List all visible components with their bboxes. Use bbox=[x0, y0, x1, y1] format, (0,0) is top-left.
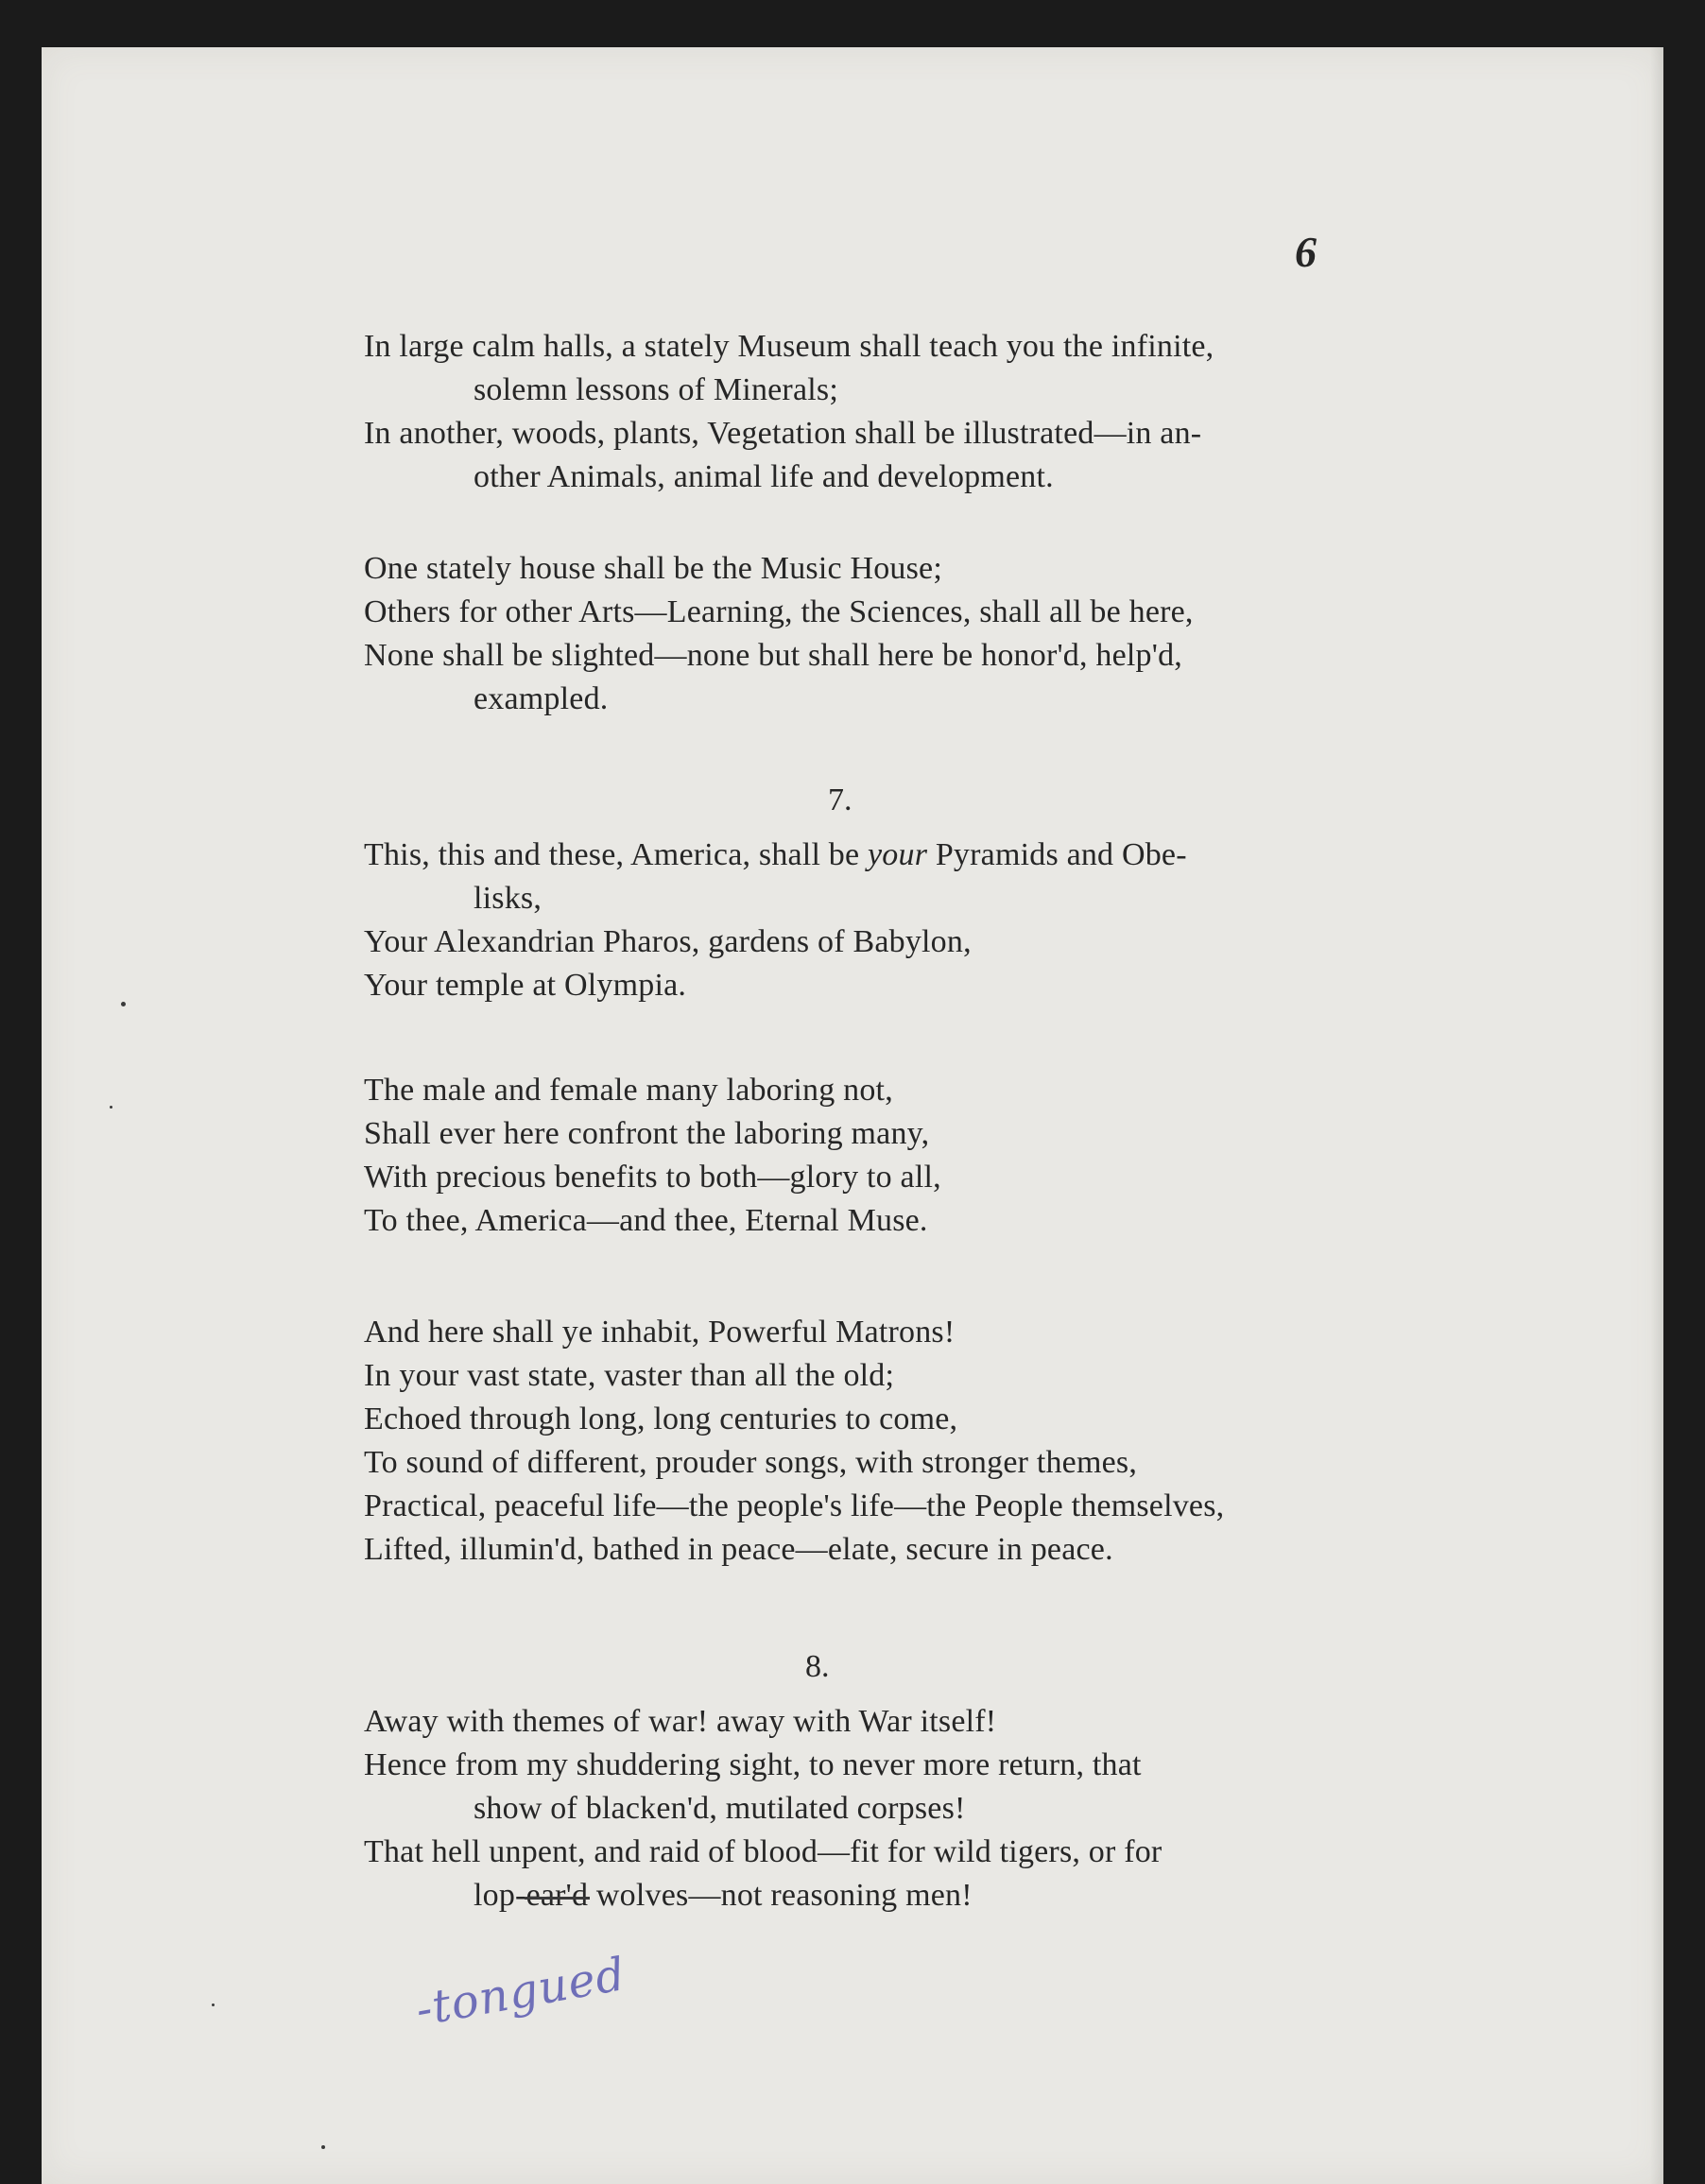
poem-line: In another, woods, plants, Vegetation shall be illustrated—in an- bbox=[364, 416, 1202, 451]
line-text: This, this and these, America, shall be bbox=[364, 837, 868, 872]
paper-speck bbox=[121, 1002, 126, 1006]
poem-line: And here shall ye inhabit, Powerful Matrons! bbox=[364, 1315, 956, 1350]
poem-line: Shall ever here confront the laboring many, bbox=[364, 1116, 930, 1151]
poem-line: That hell unpent, and raid of blood—fit for wild tigers, or for bbox=[364, 1834, 1162, 1869]
line-text: wolves—not reasoning men! bbox=[588, 1878, 973, 1913]
poem-line: other Animals, animal life and development. bbox=[474, 459, 1054, 494]
poem-line: To sound of different, prouder songs, with stronger themes, bbox=[364, 1445, 1138, 1480]
struck-word: ear'd bbox=[525, 1878, 589, 1913]
section-number: 8. bbox=[805, 1649, 830, 1684]
poem-line: The male and female many laboring not, bbox=[364, 1073, 893, 1108]
poem-text bbox=[42, 47, 1663, 2184]
poem-line: In your vast state, vaster than all the old; bbox=[364, 1358, 895, 1393]
section-number: 7. bbox=[828, 782, 852, 817]
poem-line: Your Alexandrian Pharos, gardens of Babylon, bbox=[364, 924, 972, 959]
italic-word: your bbox=[868, 837, 928, 872]
poem-line: Hence from my shuddering sight, to never more return, that bbox=[364, 1747, 1142, 1782]
poem-line: lisks, bbox=[474, 881, 542, 916]
poem-line: Practical, peaceful life—the people's life—the People themselves, bbox=[364, 1488, 1225, 1523]
poem-line: Away with themes of war! away with War itself! bbox=[364, 1704, 997, 1739]
line-text: Pyramids and Obe- bbox=[927, 837, 1187, 872]
poem-line bbox=[474, 1880, 973, 1912]
page-number: 6 bbox=[1295, 228, 1317, 276]
paper-speck bbox=[321, 2145, 325, 2149]
poem-line: In large calm halls, a stately Museum shall teach you the infinite, bbox=[364, 329, 1214, 364]
poem-line: Echoed through long, long centuries to come, bbox=[364, 1402, 958, 1436]
poem-line: solemn lessons of Minerals; bbox=[474, 372, 838, 407]
poem-line: Others for other Arts—Learning, the Sciences, shall all be here, bbox=[364, 594, 1194, 629]
line-text: lop- bbox=[474, 1878, 526, 1913]
handwritten-correction: -tongued bbox=[411, 1947, 630, 2038]
paper-speck bbox=[212, 2003, 215, 2006]
poem-line bbox=[364, 839, 1187, 871]
poem-line: With precious benefits to both—glory to all, bbox=[364, 1160, 941, 1195]
poem-line: show of blacken'd, mutilated corpses! bbox=[474, 1791, 966, 1826]
poem-line: None shall be slighted—none but shall here be honor'd, help'd, bbox=[364, 638, 1182, 673]
paper-speck bbox=[110, 1106, 112, 1109]
poem-line: To thee, America—and thee, Eternal Muse. bbox=[364, 1203, 928, 1238]
poem-line: exampled. bbox=[474, 681, 609, 716]
poem-line: One stately house shall be the Music House; bbox=[364, 551, 942, 586]
poem-line: Lifted, illumin'd, bathed in peace—elate, secure in peace. bbox=[364, 1532, 1113, 1567]
poem-line: Your temple at Olympia. bbox=[364, 968, 687, 1003]
document-page bbox=[42, 47, 1663, 2184]
